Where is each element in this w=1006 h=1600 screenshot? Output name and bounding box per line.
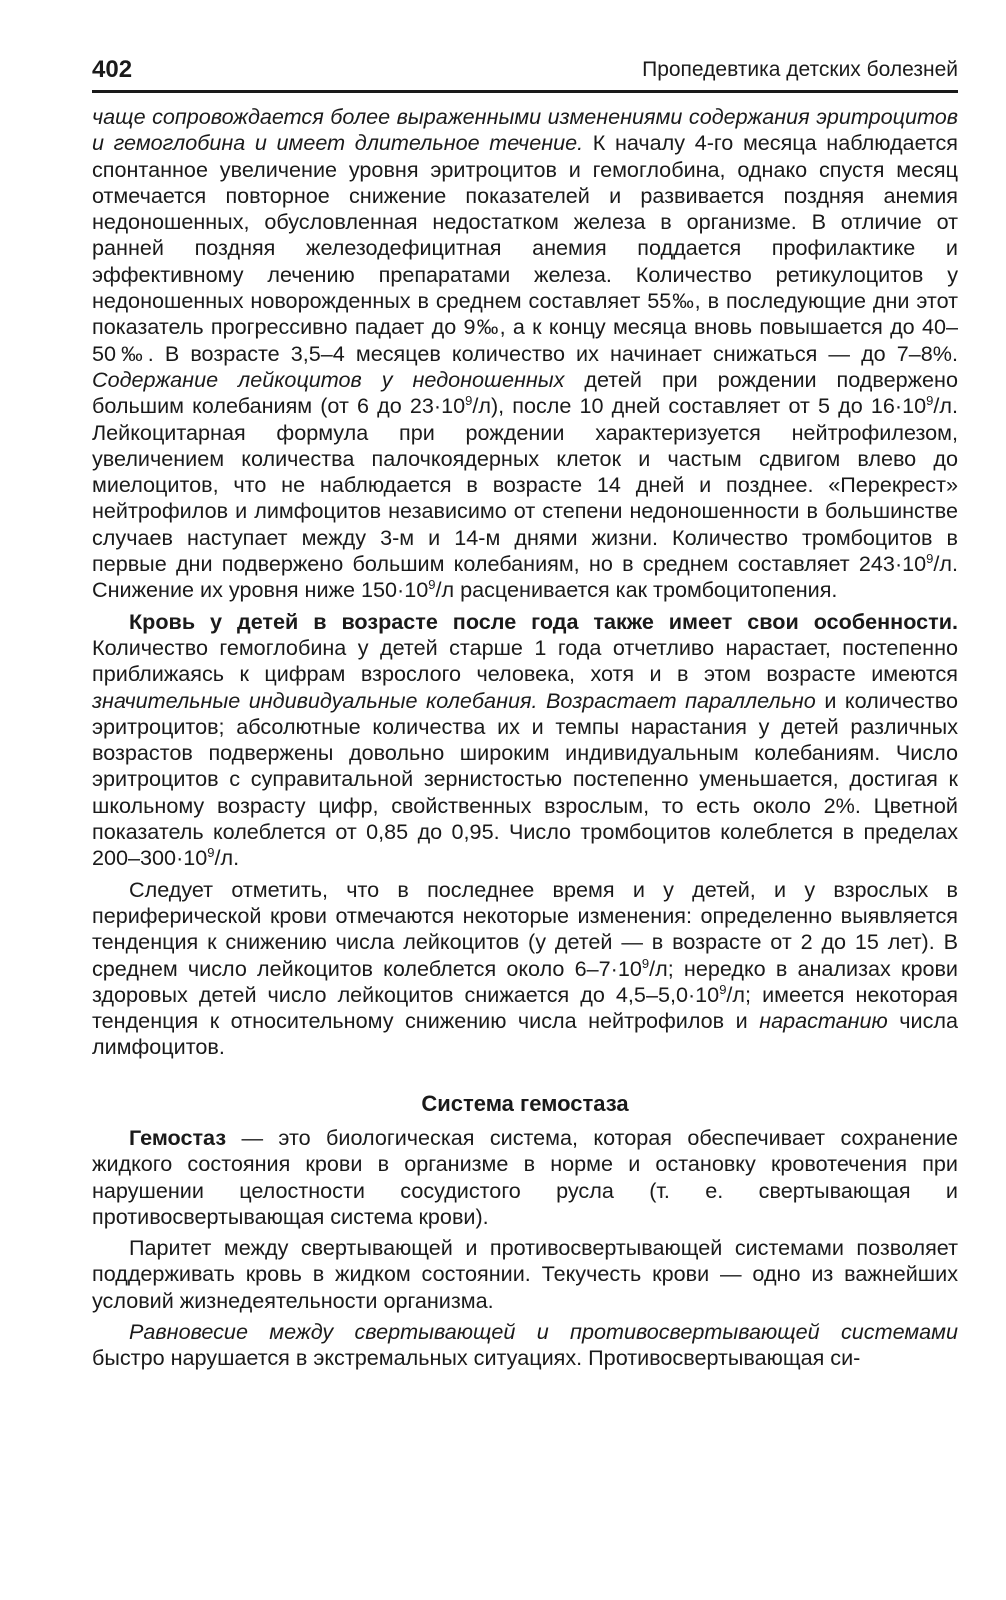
text-span: К началу 4-го месяца наблюдается спонтанное увеличение уровня эритроцитов и гемоглобина, однако спустя месяц отмечается повторное снижение показателей и развивается поздняя анемия недоношенных, обусловленная недостатком железа в организме. В отличие от ранней поздняя железодефицитная анемия поддается профилактике и эффективному лечению препаратами железа. Количество ретикулоцитов у недоношенных новорожденных в среднем составляет 55‰, в последующие дни этот показатель прогрессивно падает до 9‰, а к концу месяца вновь повышается до 40–50‰. В возрасте 3,5–4 месяцев количество их начинает снижаться — до 7–8%. bbox=[92, 130, 958, 366]
page-number: 402 bbox=[92, 56, 133, 83]
text-span: /л расценивается как тромбоцитопения. bbox=[435, 577, 838, 603]
text-span: быстро нарушается в экстремальных ситуациях. Противосвертывающая си- bbox=[92, 1345, 861, 1371]
bold-lead: Кровь у детей в возрасте после года также имеет свои особенности. bbox=[129, 608, 958, 634]
text-span: Количество гемоглобина у детей старше 1 года отчетливо нарастает, постепенно приближаясь к цифрам взрослого человека, хотя и в этом возрасте имеются bbox=[92, 634, 958, 687]
page-header bbox=[92, 52, 958, 93]
superscript: 9 bbox=[719, 981, 727, 997]
superscript: 9 bbox=[207, 845, 215, 861]
text-span: числа лимфоцитов. bbox=[92, 1008, 959, 1060]
superscript: 9 bbox=[641, 955, 650, 971]
italic-span: Содержание лейкоцитов у недоношенных bbox=[92, 366, 565, 392]
italic-span: чаще сопровождается более выраженными изменениями содержания эритроцитов и гемоглобина и имеет длительное течение. bbox=[92, 104, 958, 156]
section-heading: Система гемостаза bbox=[421, 1090, 629, 1116]
text-span: /л; имеется некоторая тенденция к относительному снижению числа нейтрофилов и bbox=[92, 981, 958, 1034]
text-span: /л. bbox=[214, 845, 240, 871]
italic-span: Равновесие между свертывающей и противосвертывающей системами bbox=[129, 1319, 958, 1345]
paragraph-1 bbox=[92, 104, 958, 604]
italic-span: значительные индивидуальные колебания. Возрастает параллельно bbox=[92, 687, 816, 713]
paragraph-3 bbox=[92, 877, 958, 1061]
text-span: /л. Снижение их уровня ниже 150·10 bbox=[92, 551, 958, 603]
superscript: 9 bbox=[465, 393, 473, 409]
text-span: Следует отметить, что в последнее время и у детей, и у взрослых в периферической крови отмечаются некоторые изменения: определенно выявляется тенденция к снижению числа лейкоцитов (у детей — в возрасте от 2 до 15 лет). В среднем число лейкоцитов колеблется около 6–7·10 bbox=[92, 876, 958, 981]
superscript: 9 bbox=[926, 551, 934, 567]
bold-term: Гемостаз bbox=[129, 1124, 227, 1150]
superscript: 9 bbox=[926, 393, 934, 409]
text-span: детей при рождении подвержено большим колебаниям (от 6 до 23·10 bbox=[92, 366, 958, 419]
paragraph-4 bbox=[92, 1125, 958, 1230]
body-text bbox=[92, 104, 958, 1372]
text-span: и количество эритроцитов; абсолютные количества их и темпы нарастания у детей различных возрастов подвержены довольно широким индивидуальным колебаниям. Число эритроцитов с суправитальной зернистостью постепенно уменьшается, достигая к школьному возрасту цифр, свойственных взрослым, то есть около 2%. Цветной показатель колеблется от 0,85 до 0,95. Число тромбоцитов колеблется в пределах 200–300·10 bbox=[92, 687, 959, 871]
text-span: Паритет между свертывающей и противосвертывающей системами позволяет поддерживать кровь в жидком состоянии. Текучесть крови — одно из важнейших условий жизнедеятельности организма. bbox=[92, 1235, 958, 1313]
text-span: /л. Лейкоцитарная формула при рождении характеризуется нейтрофилезом, увеличением количества палочкоядерных клеток и частым сдвигом влево до миелоцитов, что не наблюдается в возрасте 14 дней и позднее. «Перекрест» нейтрофилов и лимфоцитов независимо от степени недоношенности в большинстве случаев наступает между 3-м и 14-м днями жизни. Количество тромбоцитов в первые дни подвержено большим колебаниям, но в среднем составляет 243·10 bbox=[92, 393, 958, 577]
paragraph-2 bbox=[92, 609, 958, 872]
paragraph-6 bbox=[92, 1319, 958, 1372]
text-span: /л; нередко в анализах крови здоровых детей число лейкоцитов снижается до 4,5–5,0·10 bbox=[92, 955, 958, 1007]
text-span: — это биологическая система, которая обеспечивает сохранение жидкого состояния крови в организме в норме и остановку кровотечения при нарушении целостности сосудистого русла (т. е. свертывающая и противосвертывающая система крови). bbox=[92, 1124, 958, 1229]
paragraph-5 bbox=[92, 1235, 958, 1314]
italic-span: нарастанию bbox=[759, 1008, 888, 1034]
running-title: Пропедевтика детских болезней bbox=[642, 58, 958, 81]
text-span: /л), после 10 дней составляет от 5 до 16·10 bbox=[472, 393, 927, 419]
superscript: 9 bbox=[428, 577, 436, 593]
